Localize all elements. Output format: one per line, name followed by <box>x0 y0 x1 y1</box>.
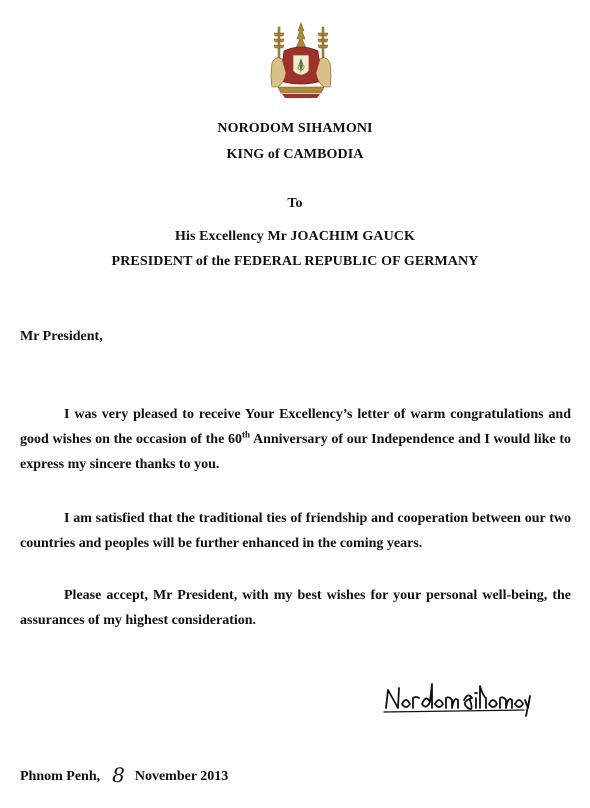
handwritten-signature <box>382 678 532 718</box>
emblem-ribbon <box>282 94 320 98</box>
right-parasol <box>318 27 328 61</box>
sender-name: NORODOM SIHAMONI <box>217 121 373 136</box>
left-parasol <box>274 27 284 61</box>
crown-spire <box>296 23 306 48</box>
paragraph-1-start: I was very pleased to receive Your Excellency’s letter of warm congratulations and good wishes on the occasion of the 60 <box>20 407 571 447</box>
salutation: Mr President, <box>20 329 103 344</box>
closing-month-year: November 2013 <box>134 769 229 784</box>
recipient-name: His Excellency Mr JOACHIM GAUCK <box>174 229 416 244</box>
closing-place: Phnom Penh, <box>20 769 101 784</box>
body-paragraph-2: I am satisfied that the traditional ties of friendship and cooperation between our two countries and peoples will be further enhanced in the coming years. <box>20 511 571 551</box>
ordinal-suffix: th <box>242 429 251 440</box>
closing-day: 8 <box>112 763 125 787</box>
emblem-pedestal <box>278 87 324 93</box>
to-label: To <box>287 196 303 211</box>
sender-title: KING of CAMBODIA <box>226 147 364 162</box>
royal-coat-of-arms-emblem <box>266 21 336 99</box>
closing-place-date <box>20 764 228 786</box>
paragraph-1-end: Anniversary of our Independence and I would like to express my sincere thanks to you. <box>20 432 571 472</box>
body-paragraph-1 <box>20 402 571 477</box>
recipient-title: PRESIDENT of the FEDERAL REPUBLIC OF GERMANY <box>111 254 479 269</box>
body-paragraph-3: Please accept, Mr President, with my best wishes for your personal well-being, the assurances of my highest consideration. <box>20 588 571 628</box>
